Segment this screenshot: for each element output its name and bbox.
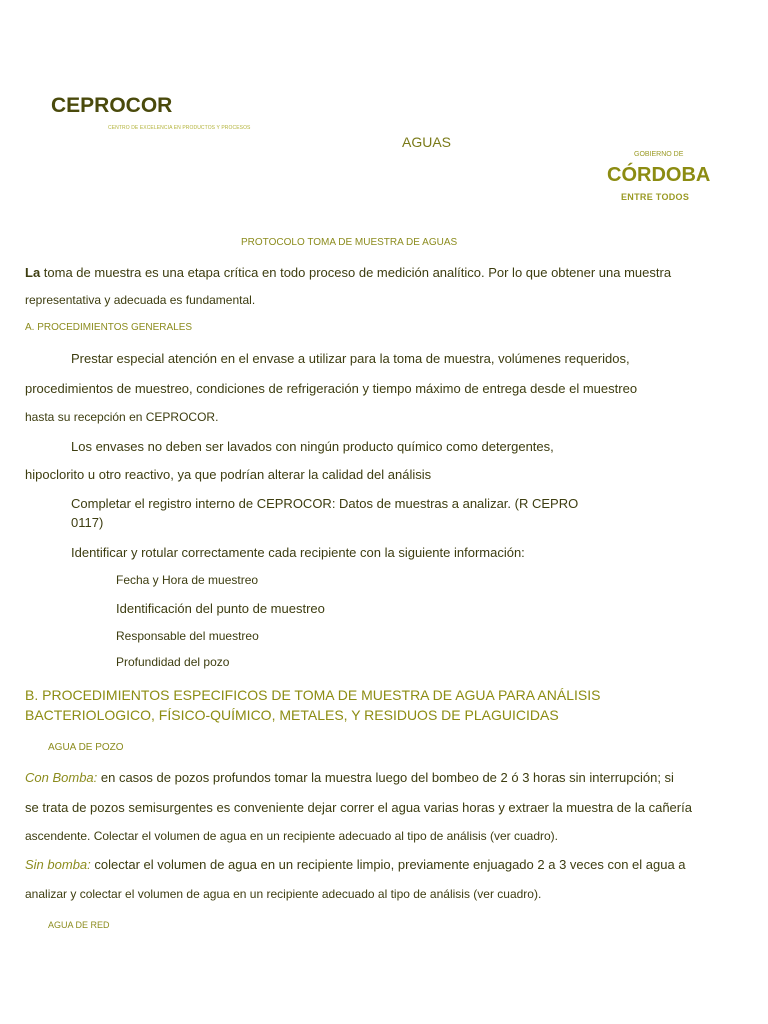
para1-line-3: hasta su recepción en CEPROCOR.	[25, 410, 219, 424]
con-bomba-line-3: ascendente. Colectar el volumen de agua en un recipiente adecuado al tipo de análisis (ver cuadro).	[25, 829, 559, 843]
con-bomba-line-1	[25, 770, 674, 785]
document-title: PROTOCOLO TOMA DE MUESTRA DE AGUAS	[241, 237, 458, 248]
sin-bomba-line-2: analizar y colectar el volumen de agua en un recipiente adecuado al tipo de análisis (ver cuadro).	[25, 887, 542, 901]
section-b-heading-line-1: B. PROCEDIMIENTOS ESPECIFICOS DE TOMA DE MUESTRA DE AGUA PARA ANÁLISIS	[25, 687, 601, 703]
intro-bold-word: La	[25, 265, 41, 280]
gov-logo-cordoba: CÓRDOBA	[607, 164, 711, 186]
gov-slogan: ENTRE TODOS	[621, 192, 690, 202]
intro-line-2: representativa y adecuada es fundamental.	[25, 293, 256, 307]
subheading-agua-de-red: AGUA DE RED	[48, 920, 110, 930]
subheading-agua-de-pozo: AGUA DE POZO	[48, 742, 124, 753]
section-a-heading: A. PROCEDIMIENTOS GENERALES	[25, 322, 193, 333]
sin-bomba-line-1	[25, 857, 686, 872]
sin-bomba-label: Sin bomba:	[25, 857, 91, 872]
ceprocor-logo-text: CEPROCOR	[51, 94, 173, 117]
intro-line-1-text: toma de muestra es una etapa crítica en todo proceso de medición analítico. Por lo que obtener una muestra	[40, 265, 672, 280]
para2-line-2: hipoclorito u otro reactivo, ya que podrían alterar la calidad del análisis	[25, 467, 432, 482]
sin-bomba-line-1-text: colectar el volumen de agua en un recipiente limpio, previamente enjuagado 2 a 3 veces con el agua a	[90, 857, 686, 872]
para1-line-2: procedimientos de muestreo, condiciones de refrigeración y tiempo máximo de entrega desde el muestreo	[25, 381, 638, 396]
con-bomba-line-2: se trata de pozos semisurgentes es conveniente dejar correr el agua varias horas y extraer la muestra de la cañería	[25, 800, 692, 815]
para1-line-1: Prestar especial atención en el envase a utilizar para la toma de muestra, volúmenes requeridos,	[71, 351, 630, 366]
list-item: Identificación del punto de muestreo	[116, 601, 325, 616]
list-item: Fecha y Hora de muestreo	[116, 573, 259, 587]
con-bomba-label: Con Bomba:	[25, 770, 98, 785]
con-bomba-line-1-text: en casos de pozos profundos tomar la muestra luego del bombeo de 2 ó 3 horas sin interrupción; si	[97, 770, 674, 785]
list-item: Responsable del muestreo	[116, 629, 259, 643]
list-item: Profundidad del pozo	[116, 655, 230, 669]
para3-line-1: Completar el registro interno de CEPROCOR: Datos de muestras a analizar. (R CEPRO	[71, 496, 579, 511]
ceprocor-subtitle: CENTRO DE EXCELENCIA EN PRODUCTOS Y PROCESOS	[108, 125, 251, 131]
gov-label: GOBIERNO DE	[634, 151, 684, 158]
para4: Identificar y rotular correctamente cada recipiente con la siguiente información:	[71, 545, 525, 560]
para2-line-1: Los envases no deben ser lavados con ningún producto químico como detergentes,	[71, 439, 554, 454]
para3-line-2: 0117)	[71, 515, 104, 530]
intro-line-1	[25, 265, 671, 280]
section-header-aguas: AGUAS	[402, 134, 452, 150]
section-b-heading-line-2: BACTERIOLOGICO, FÍSICO-QUÍMICO, METALES, Y RESIDUOS DE PLAGUICIDAS	[25, 707, 559, 723]
